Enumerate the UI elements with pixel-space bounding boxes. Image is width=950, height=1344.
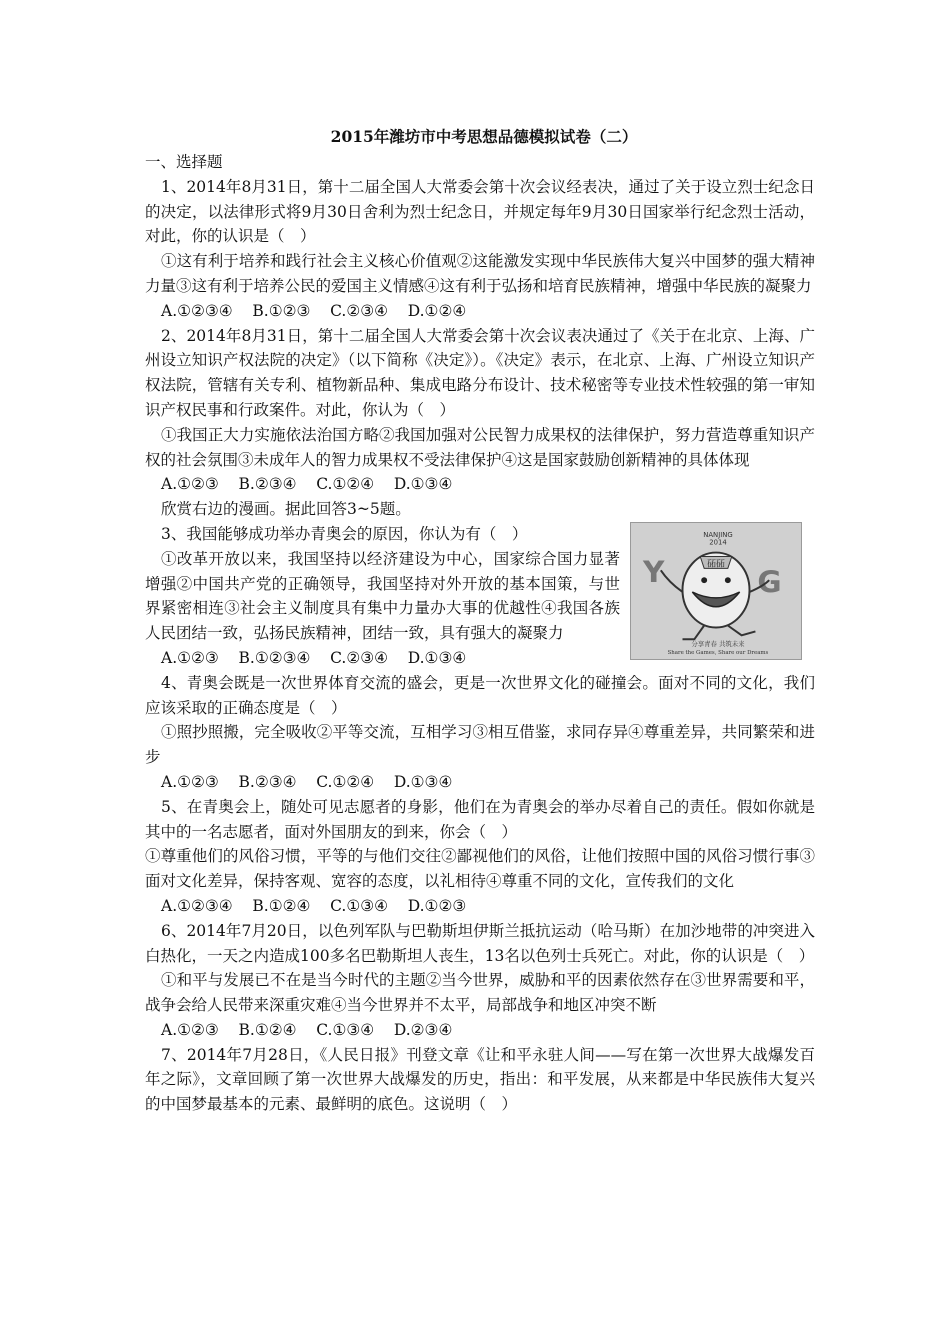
- question-3-text: [145, 522, 620, 646]
- question-2: [145, 324, 815, 498]
- mascot-slogan-cn: 分享青春 共筑未来: [691, 640, 745, 649]
- question-6-statements: ①和平与发展已不在是当今时代的主题②当今世界，威胁和平的因素依然存在③世界需要和平，战争会给人民带来深重灾难④当今世界并不太平，局部战争和地区冲突不断: [145, 971, 815, 1015]
- mascot-year: 2014: [709, 538, 727, 547]
- question-5: [145, 795, 815, 919]
- question-6: [145, 919, 815, 1043]
- mascot-badge-text: 砳砳: [707, 559, 725, 570]
- question-7: [145, 1043, 815, 1117]
- question-1-statements: ①这有利于培养和践行社会主义核心价值观②这能激发实现中华民族伟大复兴中国梦的强大精神力量③这有利于培养公民的爱国主义情感④这有利于弘扬和培育民族精神，增强中华民族的凝聚力: [145, 252, 815, 295]
- section-heading: 一、选择题: [145, 153, 223, 171]
- question-2-statements: ①我国正大力实施依法治国方略②我国加强对公民智力成果权的法律保护，努力营造尊重知识产权的社会氛围③未成年人的智力成果权不受法律保护④这是国家鼓励创新精神的具体体现: [145, 425, 815, 469]
- question-4-stem: 4、青奥会既是一次世界体育交流的盛会，更是一次世界文化的碰撞会。面对不同的文化，我们应该采取的正确态度是（ ）: [145, 673, 815, 717]
- question-3-options: A.①②③ B.①②③④ C.②③④ D.①③④: [161, 648, 467, 667]
- mascot-eye-right: [725, 577, 731, 583]
- question-5-stem: 5、在青奥会上，随处可见志愿者的身影，他们在为青奥会的举办尽着自己的责任。假如你就是其中的一名志愿者，面对外国朋友的到来，你会（ ）: [145, 797, 815, 841]
- youth-olympics-mascot-image: [630, 522, 802, 660]
- question-5-options: A.①②③④ B.①②④ C.①③④ D.①②③: [161, 896, 467, 915]
- question-1-options: A.①②③④ B.①②③ C.②③④ D.①②④: [161, 301, 467, 320]
- exam-content: [145, 124, 815, 1117]
- exam-title: 2015年潍坊市中考思想品德模拟试卷（二）: [330, 127, 638, 146]
- question-1: [145, 175, 815, 324]
- mascot-eye-left: [701, 577, 707, 583]
- question-2-stem: 2、2014年8月31日，第十二届全国人大常委会第十次会议表决通过了《关于在北京、上海、广州设立知识产权法院的决定》（以下简称《决定》）。《决定》表示，在北京、上海、广州设立知识产权法院，管辖有关专利、植物新品种、集成电路分布设计、技术秘密等专业技术性较强的第一审知识产权民事和行政案件。对此，你认为（ ）: [145, 326, 815, 419]
- question-6-stem: 6、2014年7月20日，以色列军队与巴勒斯坦伊斯兰抵抗运动（哈马斯）在加沙地带的冲突进入白热化，一天之内造成100多名巴勒斯坦人丧生，13名以色列士兵死亡。对此，你的认识是（ ）: [145, 921, 815, 965]
- mascot-slogan-en: Share the Games, Share our Dreams: [667, 650, 769, 657]
- comic-intro: 欣赏右边的漫画。据此回答3~5题。: [161, 500, 411, 519]
- question-4-statements: ①照抄照搬，完全吸收②平等交流，互相学习③相互借鉴，求同存异④尊重差异，共同繁荣和进步: [145, 723, 815, 767]
- mascot-letter-g: G: [757, 564, 782, 599]
- question-3-stem: 3、我国能够成功举办青奥会的原因，你认为有（ ）: [161, 524, 528, 543]
- question-3: [145, 522, 815, 671]
- question-2-options: A.①②③ B.②③④ C.①②④ D.①③④: [161, 475, 453, 494]
- question-7-stem: 7、2014年7月28日，《人民日报》刊登文章《让和平永驻人间——写在第一次世界大战爆发百年之际》，文章回顾了第一次世界大战爆发的历史，指出：和平发展，从来都是中华民族伟大复兴的中国梦最基本的元素、最鲜明的底色。这说明（ ）: [145, 1045, 815, 1114]
- mascot-letter-y: Y: [643, 555, 665, 590]
- question-3-statements: ①改革开放以来，我国坚持以经济建设为中心，国家综合国力显著增强②中国共产党的正确领导，我国坚持对外开放的基本国策，与世界紧密相连③社会主义制度具有集中力量办大事的优越性④我国各族人民团结一致，弘扬民族精神，团结一致，具有强大的凝聚力: [145, 549, 620, 643]
- question-4-options: A.①②③ B.②③④ C.①②④ D.①③④: [161, 772, 453, 791]
- question-4: [145, 671, 815, 795]
- question-5-statements: ①尊重他们的风俗习惯，平等的与他们交往②鄙视他们的风俗，让他们按照中国的风俗习惯行事③面对文化差异，保持客观、宽容的态度，以礼相待④尊重不同的文化，宣传我们的文化: [145, 847, 815, 891]
- mascot-top-text: NANJING: [703, 530, 733, 539]
- question-6-options: A.①②③ B.①②④ C.①③④ D.②③④: [161, 1020, 453, 1039]
- question-1-stem: 1、2014年8月31日，第十二届全国人大常委会第十次会议经表决，通过了关于设立烈士纪念日的决定，以法律形式将9月30日舍利为烈士纪念日，并规定每年9月30日国家举行纪念烈士活动，对此，你的认识是（ ）: [145, 177, 815, 246]
- mascot-drawing: [631, 523, 801, 659]
